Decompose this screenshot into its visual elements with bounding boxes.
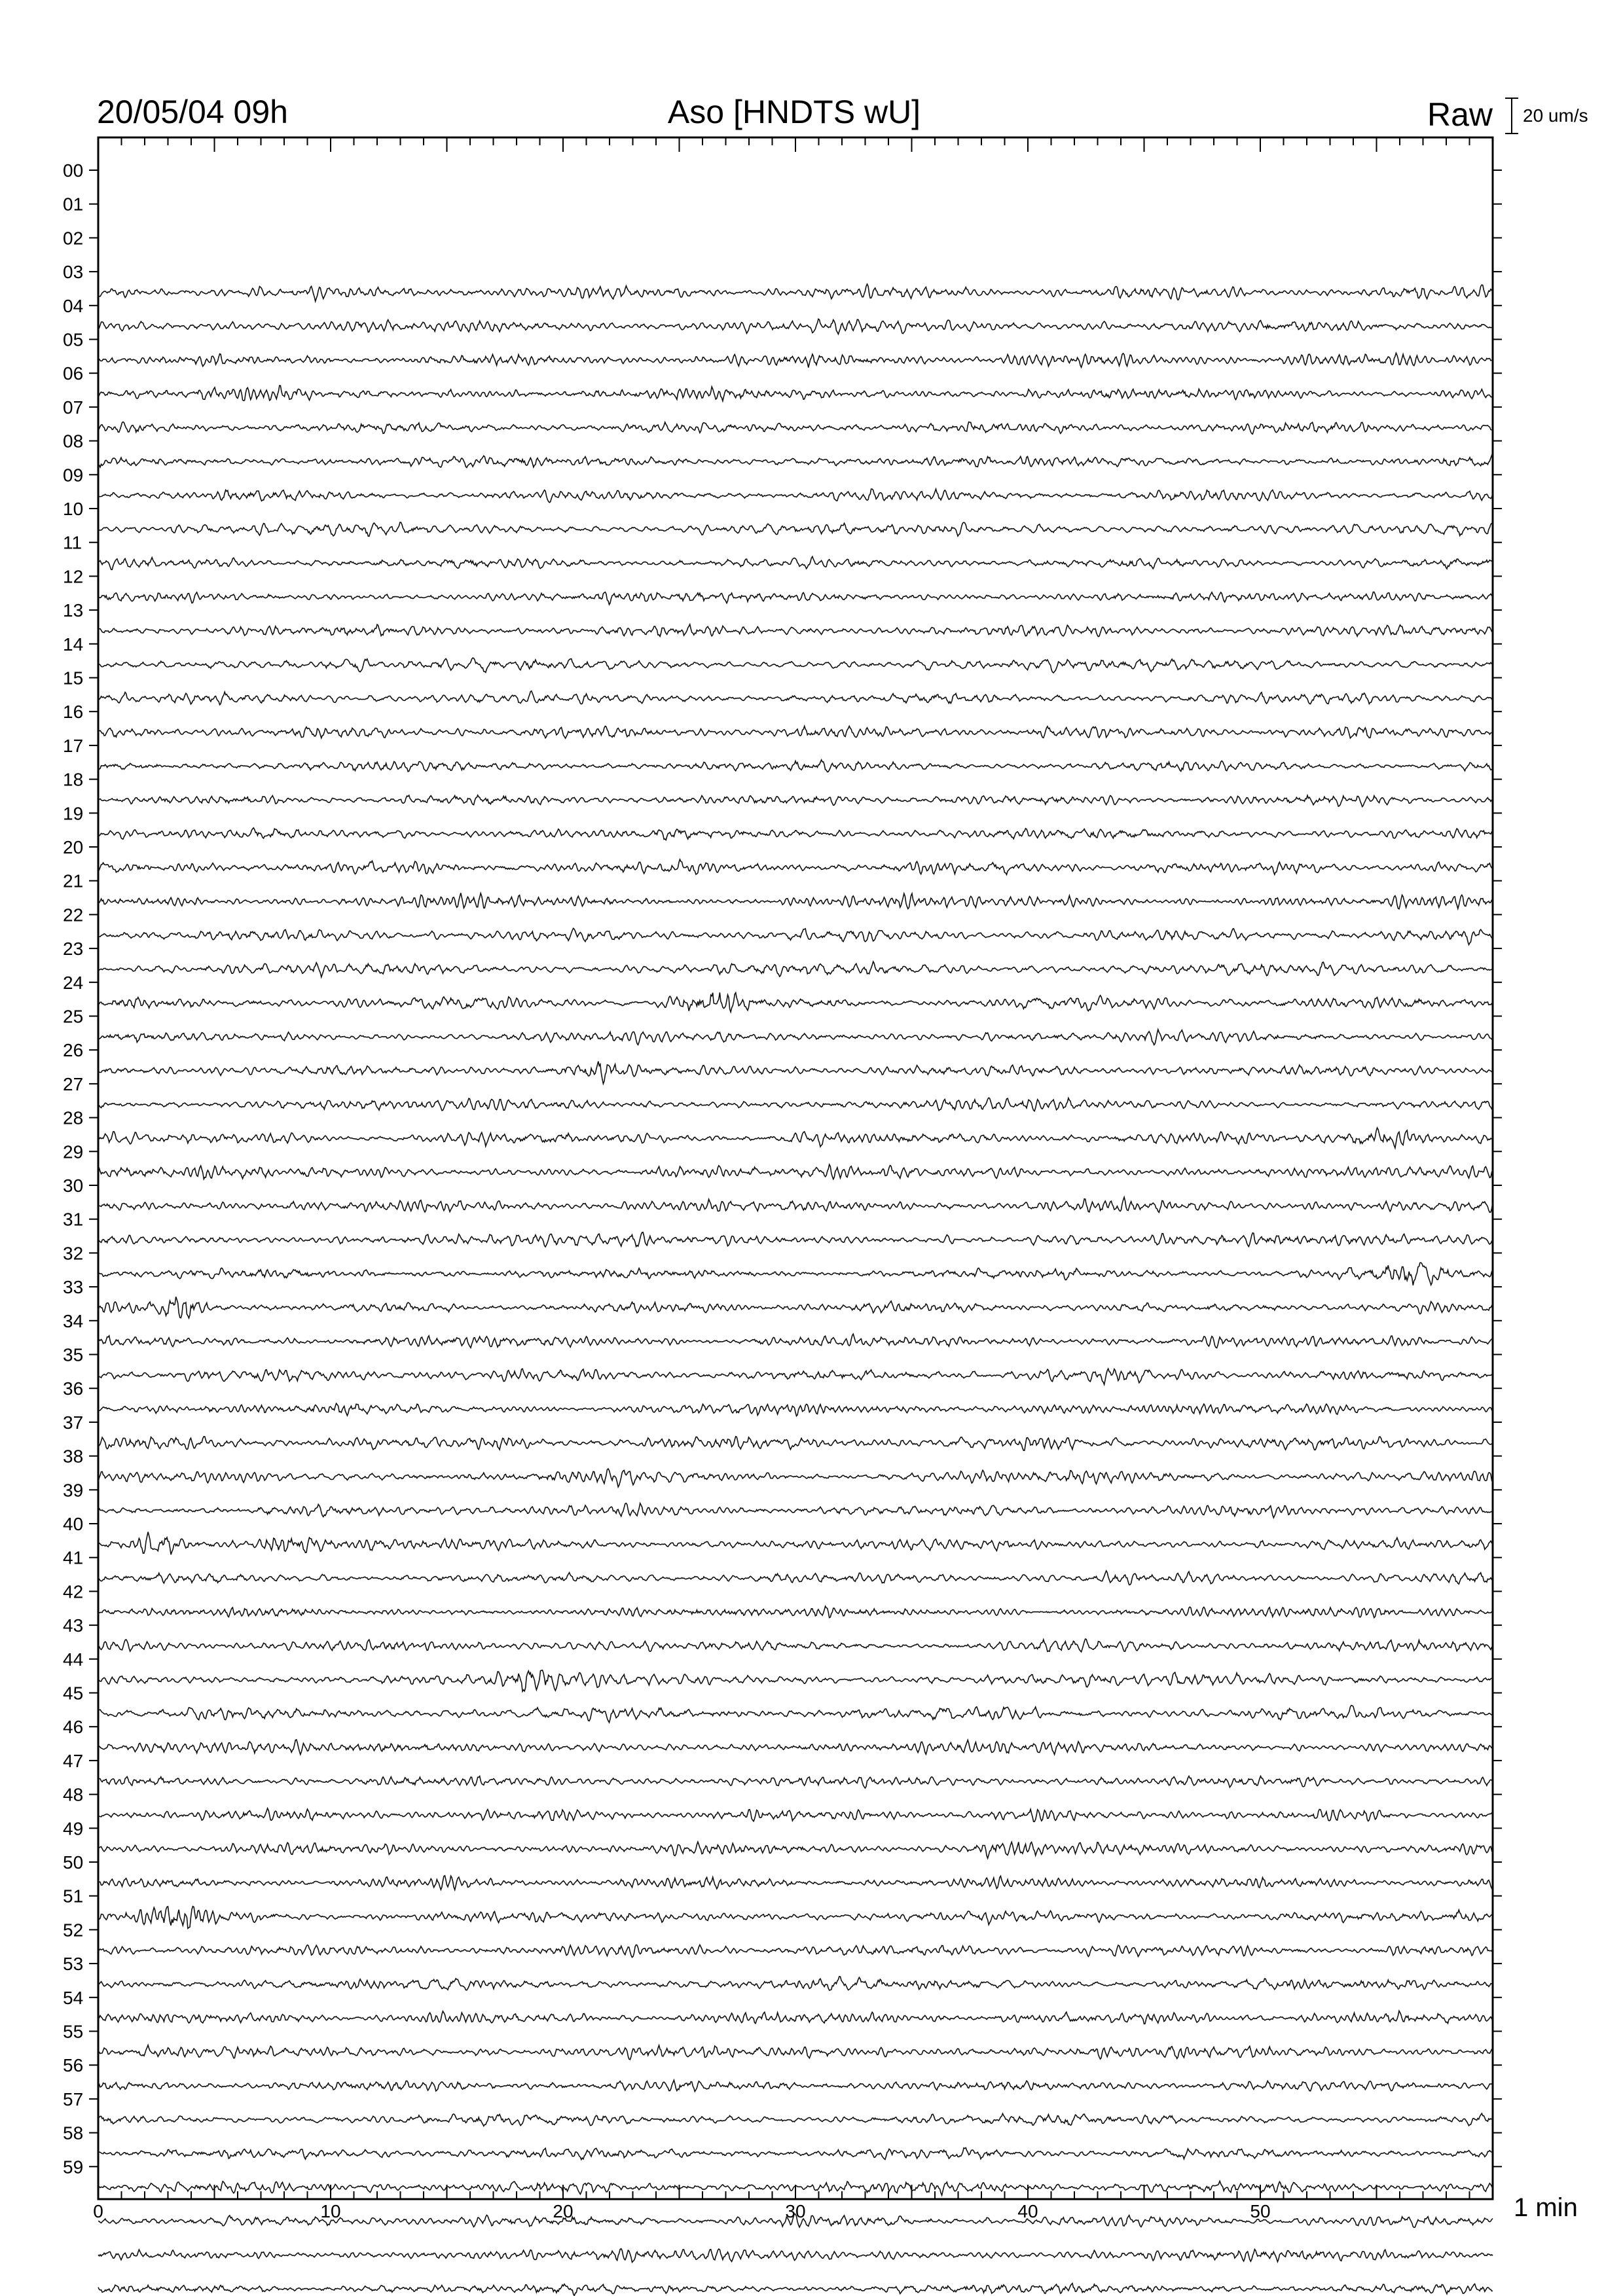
row-label: 05	[63, 329, 84, 350]
row-label: 04	[63, 295, 84, 316]
trace-row-25	[98, 992, 1493, 1012]
row-label: 48	[63, 1784, 84, 1805]
row-label: 07	[63, 397, 84, 418]
row-label: 50	[63, 1852, 84, 1873]
trace-row-39	[98, 1469, 1493, 1487]
row-label: 40	[63, 1514, 84, 1534]
trace-row-35	[98, 1334, 1493, 1348]
scale-label: 20 um/s	[1523, 105, 1588, 126]
trace-row-40	[98, 1503, 1493, 1518]
trace-row-23	[98, 928, 1493, 944]
trace-row-38	[98, 1437, 1493, 1451]
row-label: 45	[63, 1683, 84, 1704]
trace-row-18	[98, 760, 1493, 772]
row-label: 15	[63, 668, 84, 689]
row-label: 12	[63, 566, 84, 587]
trace-row-26	[98, 1030, 1493, 1045]
row-label: 26	[63, 1040, 84, 1061]
trace-row-43	[98, 1606, 1493, 1618]
row-label: 53	[63, 1954, 84, 1975]
trace-row-11	[98, 522, 1493, 537]
trace-row-53	[98, 1945, 1493, 1957]
row-label: 22	[63, 905, 84, 925]
trace-row-12	[98, 556, 1493, 569]
row-label: 32	[63, 1243, 84, 1264]
row-label: 01	[63, 194, 84, 215]
row-label: 25	[63, 1006, 84, 1027]
trace-group	[98, 284, 1493, 2296]
row-label: 21	[63, 870, 84, 891]
trace-row-51	[98, 1876, 1493, 1890]
trace-row-54	[98, 1977, 1493, 1990]
trace-row-48	[98, 1776, 1493, 1789]
row-label: 29	[63, 1141, 84, 1162]
row-label: 56	[63, 2055, 84, 2076]
row-label: 59	[63, 2157, 84, 2178]
trace-row-20	[98, 828, 1493, 840]
row-label: 51	[63, 1886, 84, 1907]
x-tick-label: 20	[553, 2201, 574, 2221]
row-label: 28	[63, 1107, 84, 1128]
trace-row-52	[98, 1907, 1493, 1929]
row-label: 33	[63, 1277, 84, 1298]
trace-next-hour-2	[98, 2249, 1493, 2263]
trace-row-14	[98, 624, 1493, 637]
trace-row-08	[98, 422, 1493, 435]
trace-row-27	[98, 1062, 1493, 1084]
trace-row-22	[98, 893, 1493, 909]
trace-row-31	[98, 1197, 1493, 1212]
x-tick-label: 30	[785, 2201, 806, 2221]
trace-row-56	[98, 2045, 1493, 2060]
row-label: 23	[63, 939, 84, 960]
trace-row-42	[98, 1571, 1493, 1585]
row-label: 09	[63, 465, 84, 486]
trace-row-05	[98, 319, 1493, 334]
row-label: 00	[63, 160, 84, 181]
trace-row-07	[98, 386, 1493, 401]
trace-row-32	[98, 1232, 1493, 1247]
row-label: 31	[63, 1209, 84, 1230]
row-label: 19	[63, 803, 84, 824]
trace-row-36	[98, 1369, 1493, 1384]
row-label: 46	[63, 1717, 84, 1738]
row-label: 39	[63, 1480, 84, 1501]
trace-row-49	[98, 1808, 1493, 1822]
trace-row-33	[98, 1263, 1493, 1285]
row-label: 18	[63, 769, 84, 790]
bottom-axis	[93, 2185, 1493, 2221]
trace-row-58	[98, 2113, 1493, 2126]
row-label: 55	[63, 2021, 84, 2042]
x-tick-label: 50	[1250, 2201, 1271, 2221]
trace-next-hour-3	[98, 2284, 1493, 2296]
row-label: 35	[63, 1344, 84, 1365]
trace-row-04	[98, 284, 1493, 301]
trace-row-46	[98, 1706, 1493, 1723]
row-label: 43	[63, 1615, 84, 1636]
trace-row-59	[98, 2148, 1493, 2160]
row-label: 10	[63, 499, 84, 519]
row-label: 30	[63, 1175, 84, 1196]
trace-row-10	[98, 489, 1493, 503]
trace-row-57	[98, 2080, 1493, 2091]
trace-row-19	[98, 795, 1493, 807]
trace-row-47	[98, 1740, 1493, 1755]
trace-row-21	[98, 859, 1493, 874]
trace-row-17	[98, 726, 1493, 738]
x-tick-label: 0	[93, 2201, 103, 2221]
trace-row-50	[98, 1842, 1493, 1858]
trace-row-45	[98, 1670, 1493, 1692]
trace-row-29	[98, 1128, 1493, 1148]
trace-row-55	[98, 2011, 1493, 2024]
row-label: 44	[63, 1649, 84, 1670]
trace-row-37	[98, 1403, 1493, 1416]
row-label: 52	[63, 1920, 84, 1941]
row-label: 41	[63, 1547, 84, 1568]
row-label: 02	[63, 228, 84, 249]
row-label: 54	[63, 1987, 84, 2008]
row-label: 24	[63, 972, 84, 993]
row-label: 03	[63, 262, 84, 283]
trace-row-28	[98, 1098, 1493, 1111]
row-label: 14	[63, 634, 84, 655]
row-label: 49	[63, 1818, 84, 1839]
scale-bar	[1505, 98, 1588, 134]
row-label: 16	[63, 702, 84, 723]
row-label: 27	[63, 1073, 84, 1094]
row-label: 17	[63, 735, 84, 756]
top-axis-ticks	[98, 137, 1493, 152]
row-label: 38	[63, 1446, 84, 1467]
trace-row-34	[98, 1297, 1493, 1318]
header-mode: Raw	[1427, 96, 1493, 133]
row-label: 36	[63, 1378, 84, 1399]
trace-row-44	[98, 1639, 1493, 1652]
row-label: 13	[63, 600, 84, 621]
header-station: Aso [HNDTS wU]	[667, 94, 921, 130]
row-label: 47	[63, 1750, 84, 1771]
trace-row-16	[98, 691, 1493, 705]
trace-row-24	[98, 961, 1493, 977]
plot-frame	[98, 137, 1493, 2199]
trace-row-13	[98, 592, 1493, 605]
row-label: 37	[63, 1412, 84, 1433]
x-tick-label: 40	[1017, 2201, 1038, 2221]
trace-row-41	[98, 1532, 1493, 1555]
trace-row-15	[98, 658, 1493, 673]
row-label: 11	[63, 532, 82, 553]
row-label: 42	[63, 1581, 84, 1602]
trace-row-09	[98, 456, 1493, 468]
row-label: 20	[63, 837, 84, 857]
header-datetime: 20/05/04 09h	[97, 94, 288, 130]
row-label: 57	[63, 2089, 84, 2109]
row-label: 06	[63, 363, 84, 384]
x-axis-label: 1 min	[1514, 2193, 1578, 2222]
trace-row-30	[98, 1164, 1493, 1179]
row-label: 34	[63, 1310, 84, 1331]
trace-row-06	[98, 353, 1493, 367]
row-label: 58	[63, 2123, 84, 2144]
row-label: 08	[63, 431, 84, 452]
x-tick-label: 10	[320, 2201, 341, 2221]
